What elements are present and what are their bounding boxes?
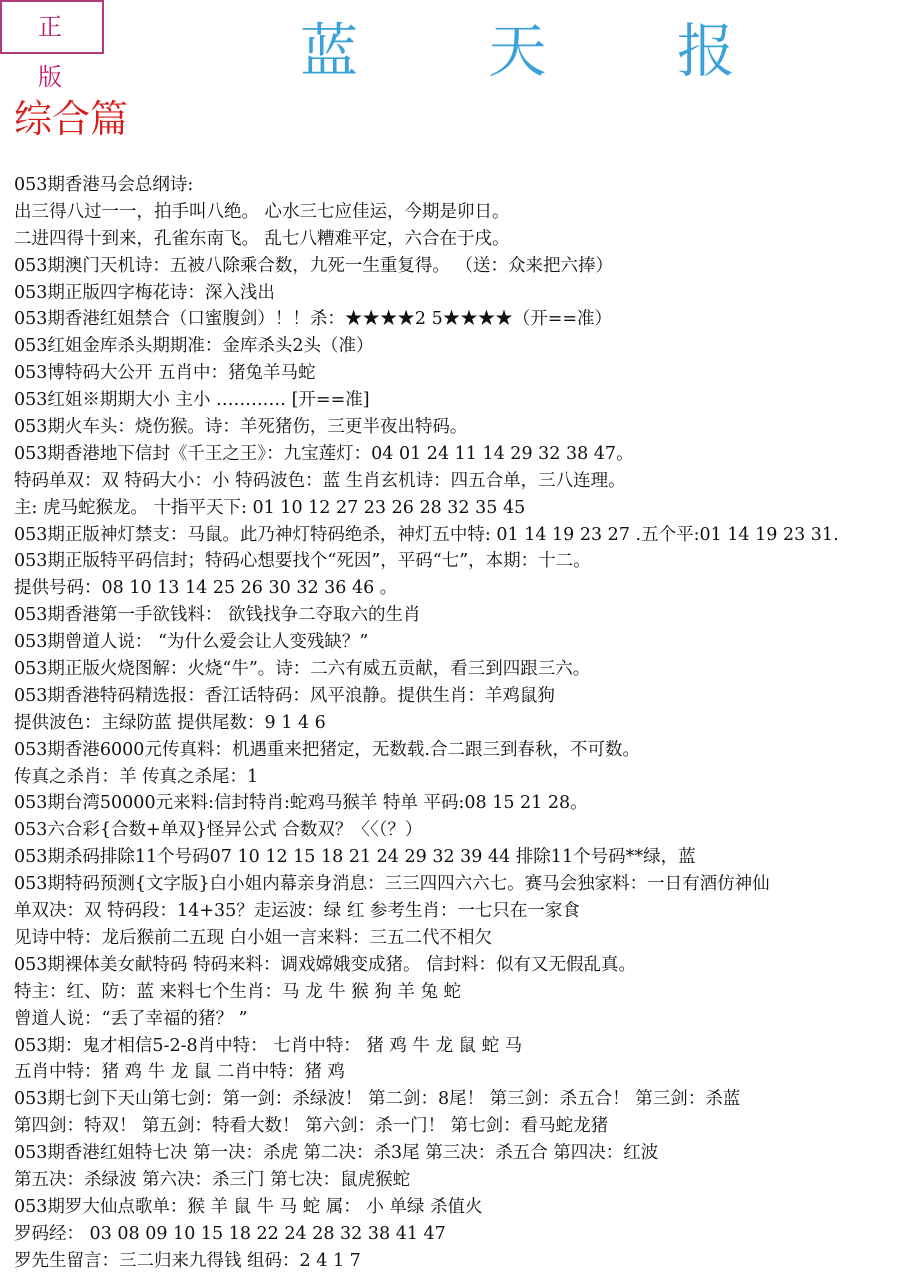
text-line: 五肖中特：猪 鸡 牛 龙 鼠 二肖中特：猪 鸡 xyxy=(14,1062,345,1083)
text-line: 053期裸体美女献特码 特码来料：调戏嫦娥变成猪。 信封料：似有又无假乱真。 xyxy=(14,954,637,975)
text-line: 第五决：杀绿波 第六决：杀三门 第七决：鼠虎猴蛇 xyxy=(14,1169,411,1190)
text-line: 053期香港6000元传真料：机遇重来把猪定，无数载.合二跟三到春秋，不可数。 xyxy=(14,739,640,760)
article-body xyxy=(14,172,898,1275)
text-line: 见诗中特：龙后猴前二五现 白小姐一言来料：三五二代不相欠 xyxy=(14,927,493,948)
text-line: 提供号码：08 10 13 14 25 26 30 32 36 46 。 xyxy=(14,578,398,599)
text-line: 053期台湾50000元来料:信封特肖:蛇鸡马猴羊 特单 平码:08 15 21 28。 xyxy=(14,793,588,814)
text-line: 主: 虎马蛇猴龙。 十指平天下: 01 10 12 27 23 26 28 32 35 45 xyxy=(14,497,526,518)
text-line: 曾道人说：“丢了幸福的猪？ ” xyxy=(14,1008,248,1029)
text-line: 罗先生留言：三二归来九得钱 组码：2 4 1 7 xyxy=(14,1250,361,1271)
text-line: 053期罗大仙点歌单：猴 羊 鼠 牛 马 蛇 属： 小 单绿 杀值火 xyxy=(14,1196,483,1217)
text-line: 罗码经： 03 08 09 10 15 18 22 24 28 32 38 41 47 xyxy=(14,1223,446,1244)
text-line: 053期香港地下信封《千王之王》：九宝莲灯：04 01 24 11 14 29 32 38 47。 xyxy=(14,443,634,464)
text-line: 053期火车头：烧伤猴。诗：羊死猪伤，三更半夜出特码。 xyxy=(14,417,468,438)
text-line: 053期正版四字梅花诗：深入浅出 xyxy=(14,282,275,303)
text-line: 特主：红、防：蓝 来料七个生肖：马 龙 牛 猴 狗 羊 兔 蛇 xyxy=(14,981,462,1002)
text-line: 053期七剑下天山第七剑：第一剑：杀绿波！ 第二剑：8尾！ 第三剑：杀五合！ 第三剑：杀蓝 xyxy=(14,1089,741,1110)
text-line: 053红姐※期期大小 主小 ………… [开==准] xyxy=(14,390,370,411)
text-line: 053六合彩{合数+单双}怪异公式 合数双？〈〈（？） xyxy=(14,820,423,841)
text-line: 第四剑：特双！ 第五剑：特看大数！ 第六剑：杀一门！ 第七剑：看马蛇龙猪 xyxy=(14,1116,609,1137)
text-line: 053红姐金库杀头期期准：金库杀头2头（准） xyxy=(14,336,374,357)
text-line: 053期正版火烧图解：火烧“牛”。诗：二六有威五贡献，看三到四跟三六。 xyxy=(14,659,591,680)
newspaper-title: 蓝 天 报 xyxy=(300,17,791,85)
text-line: 053期正版神灯禁支：马鼠。此乃神灯特码绝杀，神灯五中特: 01 14 19 23 27 .五个平:01 14 19 23 31. xyxy=(14,524,839,545)
text-line: 出三得八过一一，拍手叫八绝。 心水三七应佳运，今期是卯日。 xyxy=(14,201,510,222)
text-line: 二进四得十到来，孔雀东南飞。 乱七八糟难平定，六合在于戌。 xyxy=(14,228,510,249)
edition-badge: 正 版 xyxy=(0,0,104,54)
text-line: 特码单双：双 特码大小：小 特码波色：蓝 生肖玄机诗：四五合单，三八连理。 xyxy=(14,470,626,491)
text-line: 053期香港红姐特七决 第一决：杀虎 第二决：杀3尾 第三决：杀五合 第四决：红波 xyxy=(14,1143,659,1164)
text-line: 053博特码大公开 五肖中：猪兔羊马蛇 xyxy=(14,363,316,384)
text-line: 053期香港第一手欲钱料： 欲钱找争二夺取六的生肖 xyxy=(14,605,421,626)
text-line: 053期香港马会总纲诗: xyxy=(14,175,194,195)
text-line: 提供波色：主绿防蓝 提供尾数：9 1 4 6 xyxy=(14,712,326,733)
text-line: 053期曾道人说： “为什么爱会让人变残缺？” xyxy=(14,632,369,653)
text-line: 053期香港特码精选报：香江话特码：风平浪静。提供生肖：羊鸡鼠狗 xyxy=(14,685,555,706)
text-line: 053期：鬼才相信5-2-8肖中特： 七肖中特： 猪 鸡 牛 龙 鼠 蛇 马 xyxy=(14,1035,523,1056)
text-line: 053期特码预测{文字版}白小姐内幕亲身消息：三三四四六六七。赛马会独家料：一日有酒仿神仙 xyxy=(14,874,770,895)
text-line: 053期正版特平码信封；特码心想要找个“死因”，平码“七”，本期：十二。 xyxy=(14,551,591,572)
text-line: 单双决：双 特码段：14+35？走运波：绿 红 参考生肖：一七只在一家食 xyxy=(14,901,580,922)
text-line: 053期香港红姐禁合（口蜜腹剑）！！杀：★★★★2 5★★★★（开==准） xyxy=(14,309,613,330)
text-line: 传真之杀肖：羊 传真之杀尾：1 xyxy=(14,766,259,787)
text-line: 053期杀码排除11个号码07 10 12 15 18 21 24 29 32 39 44 排除11个号码**绿，蓝 xyxy=(14,847,696,868)
section-title: 综合篇 xyxy=(14,97,129,141)
text-line: 053期澳门天机诗：五被八除乘合数，九死一生重复得。 （送：众来把六捧） xyxy=(14,255,613,276)
